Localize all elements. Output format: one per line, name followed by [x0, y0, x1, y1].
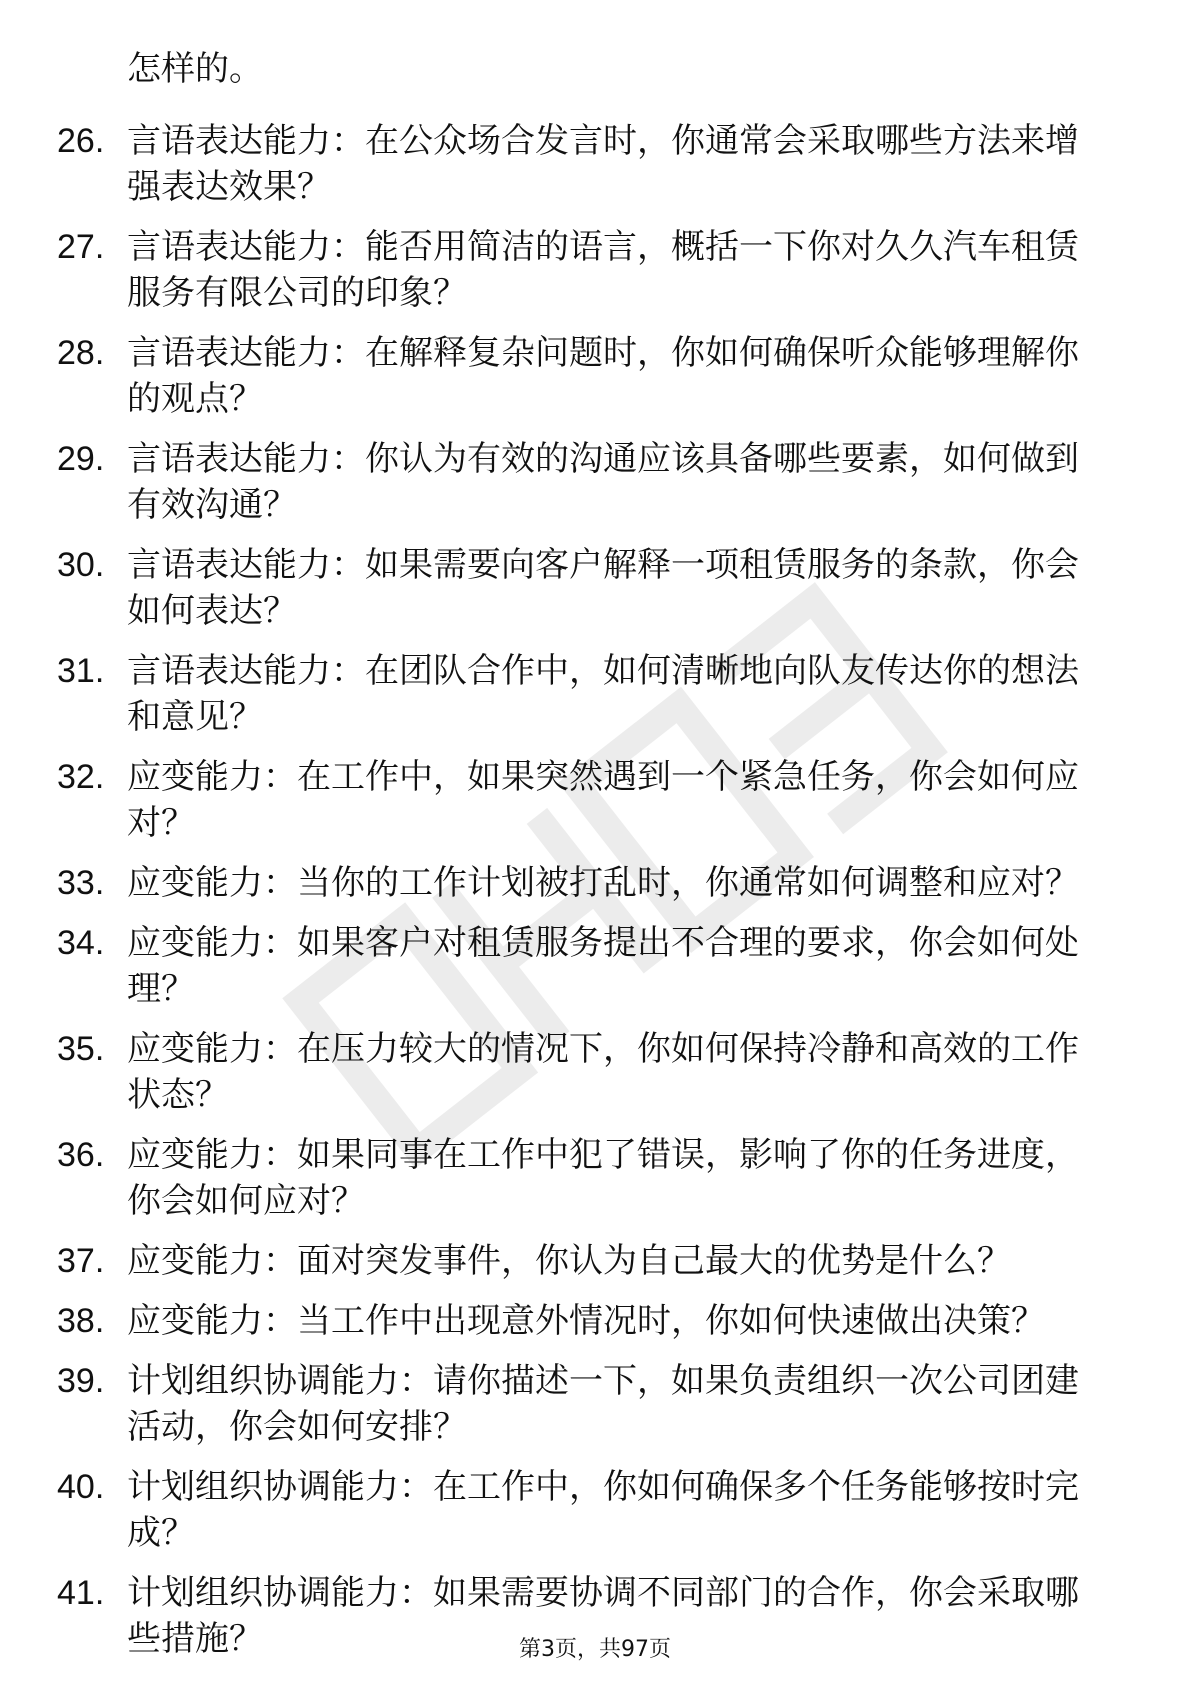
question-item: [0, 1298, 1190, 1344]
question-number: 33.: [57, 864, 105, 902]
question-number: 32.: [57, 758, 105, 796]
question-item: [0, 436, 1190, 528]
question-item: [0, 754, 1190, 846]
question-list: [0, 118, 1190, 1676]
question-text: 应变能力：在压力较大的情况下，你如何保持冷静和高效的工作状态？: [127, 1029, 1079, 1115]
question-number: 31.: [57, 652, 105, 690]
question-number: 36.: [57, 1136, 105, 1174]
question-number: 27.: [57, 228, 105, 266]
question-item: [0, 1132, 1190, 1224]
question-text: 应变能力：在工作中，如果突然遇到一个紧急任务，你会如何应对？: [127, 757, 1079, 843]
question-text: 应变能力：当工作中出现意外情况时，你如何快速做出决策？: [127, 1301, 1045, 1341]
question-number: 39.: [57, 1362, 105, 1400]
question-item: [0, 224, 1190, 316]
question-text: 应变能力：面对突发事件，你认为自己最大的优势是什么？: [127, 1241, 1011, 1281]
question-text: 言语表达能力：在团队合作中，如何清晰地向队友传达你的想法和意见？: [127, 651, 1079, 737]
question-item: [0, 1358, 1190, 1450]
question-number: 26.: [57, 122, 105, 160]
question-number: 37.: [57, 1242, 105, 1280]
question-item: [0, 1026, 1190, 1118]
question-item: [0, 920, 1190, 1012]
question-item: [0, 648, 1190, 740]
question-text: 计划组织协调能力：在工作中，你如何确保多个任务能够按时完成？: [127, 1467, 1079, 1553]
question-item: [0, 118, 1190, 210]
question-number: 38.: [57, 1302, 105, 1340]
question-item: [0, 1238, 1190, 1284]
question-item: [0, 542, 1190, 634]
question-item: [0, 860, 1190, 906]
question-number: 28.: [57, 334, 105, 372]
page-footer: 第3页，共97页: [519, 1637, 671, 1662]
question-number: 29.: [57, 440, 105, 478]
continuation-text: 怎样的。: [127, 49, 263, 89]
question-item: [0, 330, 1190, 422]
question-text: 言语表达能力：能否用简洁的语言，概括一下你对久久汽车租赁服务有限公司的印象？: [127, 227, 1079, 313]
question-text: 言语表达能力：在公众场合发言时，你通常会采取哪些方法来增强表达效果？: [127, 121, 1079, 207]
question-text: 言语表达能力：在解释复杂问题时，你如何确保听众能够理解你的观点？: [127, 333, 1079, 419]
question-number: 35.: [57, 1030, 105, 1068]
question-number: 30.: [57, 546, 105, 584]
question-number: 40.: [57, 1468, 105, 1506]
question-text: 言语表达能力：如果需要向客户解释一项租赁服务的条款，你会如何表达？: [127, 545, 1079, 631]
question-text: 应变能力：当你的工作计划被打乱时，你通常如何调整和应对？: [127, 863, 1079, 903]
question-number: 41.: [57, 1574, 105, 1612]
question-text: 计划组织协调能力：请你描述一下，如果负责组织一次公司团建活动，你会如何安排？: [127, 1361, 1079, 1447]
question-number: 34.: [57, 924, 105, 962]
question-item: [0, 1464, 1190, 1556]
question-text: 应变能力：如果客户对租赁服务提出不合理的要求，你会如何处理？: [127, 923, 1079, 1009]
question-text: 计划组织协调能力：如果需要协调不同部门的合作，你会采取哪些措施？: [127, 1573, 1079, 1659]
question-text: 应变能力：如果同事在工作中犯了错误，影响了你的任务进度，你会如何应对？: [127, 1135, 1079, 1221]
question-text: 言语表达能力：你认为有效的沟通应该具备哪些要素，如何做到有效沟通？: [127, 439, 1079, 525]
